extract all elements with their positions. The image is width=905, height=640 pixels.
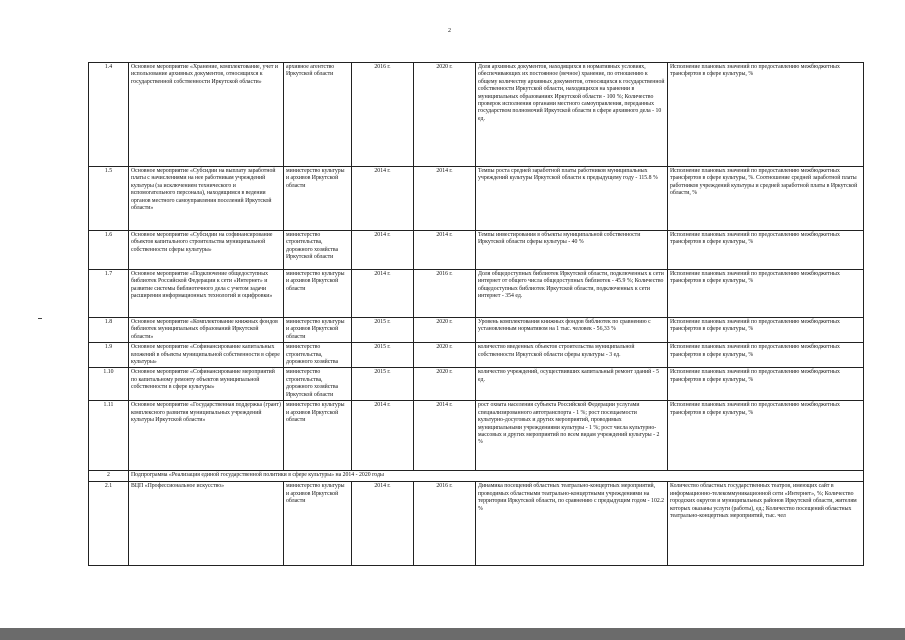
end-year: 2014 г.	[414, 401, 476, 471]
table-row	[89, 318, 864, 343]
indicator: Исполнение плановых значений по предоставлению межбюджетных трансфертов в сфере культуры, %	[668, 318, 864, 343]
expected-result: Динамика посещений областных театрально-концертных мероприятий, проводимых областными театрально-концертными учреждениями на территории Иркутской области, по сравнению с предыдущим годом - 102.2 %	[476, 482, 668, 566]
start-year: 2014 г.	[352, 401, 414, 471]
row-number: 1.5	[89, 167, 129, 231]
table-row	[89, 231, 864, 270]
subprogram-row	[89, 471, 864, 482]
table-row	[89, 368, 864, 401]
executor: архивное агентство Иркутской области	[284, 63, 352, 167]
indicator: Исполнение плановых значений по предоставлению межбюджетных трансфертов в сфере культуры, %	[668, 63, 864, 167]
measure-name: Основное мероприятие «Субсидии на выплату заработной платы с начислениями на нее работникам учреждений культуры (за исключением технического и вспомогательного персонала), находящимся в ведении органов местного самоуправления поселений Иркутской области»	[129, 167, 284, 231]
indicator: Исполнение плановых значений по предоставлению межбюджетных трансфертов в сфере культуры, %	[668, 401, 864, 471]
executor: министерство культуры и архивов Иркутской области	[284, 270, 352, 318]
indicator: Исполнение плановых значений по предоставлению межбюджетных трансфертов в сфере культуры, %	[668, 368, 864, 401]
row-number: 1.9	[89, 343, 129, 368]
row-number: 1.10	[89, 368, 129, 401]
expected-result: количество введенных объектов строительства муниципальной собственности Иркутской области сферы культуры - 3 ед.	[476, 343, 668, 368]
measure-name: Основное мероприятие «Софинансирование капитальных вложений в объекты муниципальной собственности в сфере культуры»	[129, 343, 284, 368]
margin-mark	[38, 318, 42, 319]
expected-result: Темпы инвестирования в объекты муниципальной собственности Иркутской области сферы культуры - 40 %	[476, 231, 668, 270]
page-number: 2	[448, 28, 451, 34]
expected-result: рост охвата населения субъекта Российской Федерации услугами специализированного автотранспорта - 1 %; рост посещаемости культурно-досуговых и других мероприятий, проводимых муниципальными учреждениями культуры - 1 %; рост числа культурно-массовых и других мероприятий по всем видам учреждений культуры - 2 %	[476, 401, 668, 471]
table-row	[89, 401, 864, 471]
indicator: Исполнение плановых значений по предоставлению межбюджетных трансфертов в сфере культуры, %	[668, 343, 864, 368]
expected-result: количество учреждений, осуществивших капитальный ремонт зданий - 5 ед.	[476, 368, 668, 401]
measure-name: Основное мероприятие «Подключение общедоступных библиотек Российской Федерации к сети «Интернет» и развитие системы библиотечного дела с учетом задачи расширения информационных технологий и оцифровки»	[129, 270, 284, 318]
row-number: 2.1	[89, 482, 129, 566]
expected-result: Доля общедоступных библиотек Иркутской области, подключенных к сети интернет от общего числа общедоступных библиотек - 45.9 %; Количество общедоступных библиотек Иркутской области, подключенных к сети интернет - 354 ед.	[476, 270, 668, 318]
measure-name: Основное мероприятие «Софинансирование мероприятий по капитальному ремонту объектов муниципальной собственности в сфере культуры»	[129, 368, 284, 401]
table-row	[89, 343, 864, 368]
subprogram-title: Подпрограмма «Реализация единой государственной политики в сфере культуры» на 2014 - 2020 годы	[129, 471, 864, 482]
expected-result: Темпы роста средней заработной платы работников муниципальных учреждений культуры Иркутской области к предыдущему году - 115.8 %	[476, 167, 668, 231]
executor: министерство строительства, дорожного хозяйства Иркутской области	[284, 231, 352, 270]
executor: министерство строительства, дорожного хозяйства	[284, 343, 352, 368]
executor: министерство культуры и архивов Иркутской области	[284, 167, 352, 231]
row-number: 1.11	[89, 401, 129, 471]
executor: министерство строительства, дорожного хозяйства Иркутской области	[284, 368, 352, 401]
start-year: 2014 г.	[352, 270, 414, 318]
start-year: 2014 г.	[352, 482, 414, 566]
indicator: Количество областных государственных театров, имеющих сайт в информационно-телекоммуникационной сети «Интернет», %; Количество городских округов и муниципальных районов Иркутской области, жителям которых оказаны услуги (работы), ед.; Количество посещений областных театрально-концертных мероприятий, тыс. чел	[668, 482, 864, 566]
indicator: Исполнение плановых значений по предоставлению межбюджетных трансфертов в сфере культуры, %. Соотношение средней заработной платы работников учреждений культуры и средней заработной платы в Иркутской области, %	[668, 167, 864, 231]
executor: министерство культуры и архивов Иркутской области	[284, 482, 352, 566]
end-year: 2020 г.	[414, 63, 476, 167]
start-year: 2015 г.	[352, 368, 414, 401]
end-year: 2020 г.	[414, 343, 476, 368]
table-row	[89, 482, 864, 566]
end-year: 2020 г.	[414, 318, 476, 343]
table-row	[89, 270, 864, 318]
executor: министерство культуры и архивов Иркутской области	[284, 401, 352, 471]
indicator: Исполнение плановых значений по предоставлению межбюджетных трансфертов в сфере культуры, %	[668, 231, 864, 270]
measure-name: Основное мероприятие «Хранение, комплектование, учет и использование архивных документов, относящихся к государственной собственности Иркутской области»	[129, 63, 284, 167]
end-year: 2014 г.	[414, 167, 476, 231]
start-year: 2014 г.	[352, 231, 414, 270]
table-row	[89, 167, 864, 231]
row-number: 1.6	[89, 231, 129, 270]
end-year: 2014 г.	[414, 231, 476, 270]
start-year: 2014 г.	[352, 167, 414, 231]
scan-bottom-edge	[0, 628, 905, 640]
measure-name: Основное мероприятие «Государственная поддержка (грант) комплексного развития муниципальных учреждений культуры Иркутской области»	[129, 401, 284, 471]
row-number: 1.7	[89, 270, 129, 318]
measure-name: ВЦП «Профессиональное искусство»	[129, 482, 284, 566]
subprogram-number: 2	[89, 471, 129, 482]
indicator: Исполнение плановых значений по предоставлению межбюджетных трансфертов в сфере культуры, %	[668, 270, 864, 318]
measures-table	[88, 62, 864, 566]
expected-result: Уровень комплектования книжных фондов библиотек по сравнению с установленным нормативом на 1 тыс. человек - 56,33 %	[476, 318, 668, 343]
row-number: 1.4	[89, 63, 129, 167]
start-year: 2015 г.	[352, 343, 414, 368]
measure-name: Основное мероприятие «Субсидии на софинансирование объектов капитального строительства муниципальной собственности сферы культуры»	[129, 231, 284, 270]
expected-result: Доля архивных документов, находящихся в нормативных условиях, обеспечивающих их постоянное (вечное) хранение, по отношению к общему количеству архивных документов, относящихся к государственной собственности Иркутской области, находящихся на хранении в муниципальных образованиях Иркутской области - 100 %; Количество проверок исполнения органами местного самоуправления, переданных государством полномочий Иркутской области в сфере архивного дела - 10 ед.	[476, 63, 668, 167]
executor: министерство культуры и архивов Иркутской области	[284, 318, 352, 343]
end-year: 2016 г.	[414, 482, 476, 566]
measure-name: Основное мероприятие «Комплектование книжных фондов библиотек муниципальных образований Иркутской области»	[129, 318, 284, 343]
table-row	[89, 63, 864, 167]
row-number: 1.8	[89, 318, 129, 343]
end-year: 2020 г.	[414, 368, 476, 401]
start-year: 2015 г.	[352, 318, 414, 343]
start-year: 2016 г.	[352, 63, 414, 167]
end-year: 2016 г.	[414, 270, 476, 318]
